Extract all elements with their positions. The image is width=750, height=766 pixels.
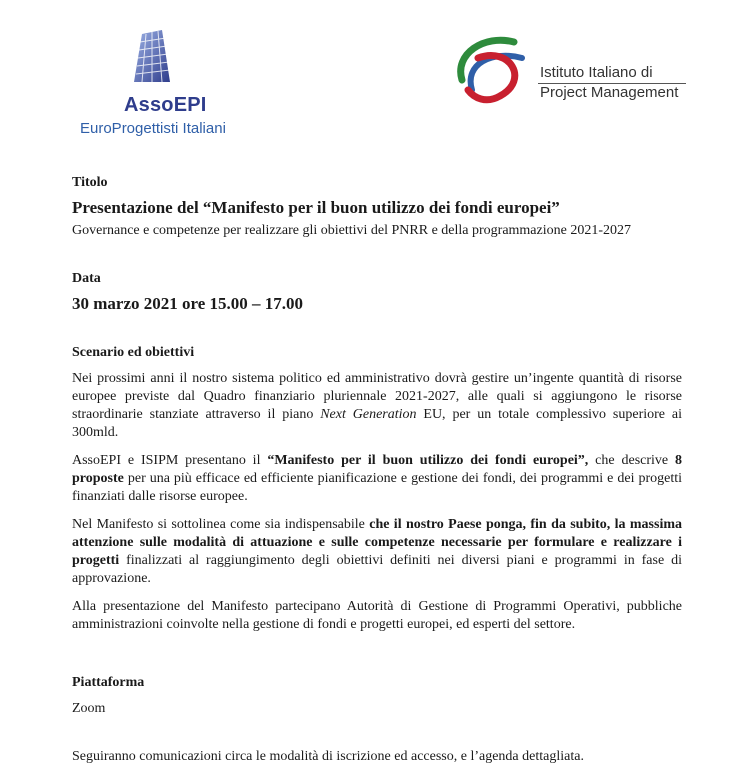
scenario-label: Scenario ed obiettivi [72, 345, 195, 360]
isipm-name-line2: Project Management [540, 84, 679, 101]
footer-note: Seguiranno comunicazioni circa le modalità di iscrizione ed accesso, e l’agenda dettagliata. [72, 749, 584, 764]
isipm-logo [450, 20, 700, 120]
titolo-label: Titolo [72, 175, 108, 190]
assoepi-name: AssoEPI [124, 94, 207, 116]
isipm-swirl-icon [450, 20, 540, 115]
event-details [72, 174, 682, 766]
scenario-paragraph-3: Nel Manifesto si sottolinea come sia indispensabile che il nostro Paese ponga, fin da subito, la massima attenzione sulle modalità di attuazione e sulle competenze necessarie per formulare e realizzare i progetti finalizzati al raggiungimento degli obiettivi definiti nei diversi piani e programmi in fase di approvazione. [72, 517, 683, 586]
scenario-paragraph-2: AssoEPI e ISIPM presentano il “Manifesto per il buon utilizzo dei fondi europei”, che descrive 8 proposte per una più efficace ed efficiente pianificazione e gestione dei fondi, dei programmi e dei progetti finanziati dalle risorse europee. [72, 453, 682, 504]
assoepi-tagline: EuroProgettisti Italiani [80, 120, 226, 137]
platform-value: Zoom [72, 701, 106, 716]
piattaforma-label: Piattaforma [72, 675, 145, 690]
assoepi-logo [60, 22, 240, 137]
event-date: 30 marzo 2021 ore 15.00 – 17.00 [72, 294, 304, 313]
isipm-name-line1: Istituto Italiano di [540, 64, 653, 81]
scenario-paragraph-1: Nei prossimi anni il nostro sistema politico ed amministrativo dovrà gestire un’ingente quantità di risorse europee previste dal Quadro finanziario pluriennale 2021-2027, alle quali si aggiungono le risorse straordinarie stanziate attraverso il piano Next Generation EU, per un totale complessivo superiore ai 300mld. [72, 371, 683, 440]
event-title: Presentazione del “Manifesto per il buon utilizzo dei fondi europei” [72, 198, 560, 217]
event-subtitle: Governance e competenze per realizzare gli obiettivi del PNRR e della programmazione 2021-2027 [72, 223, 632, 238]
data-label: Data [72, 271, 101, 286]
scenario-paragraph-4: Alla presentazione del Manifesto partecipano Autorità di Gestione di Programmi Operativi, pubbliche amministrazioni coinvolte nella gestione di fondi e progetti europei, ed esperti del settore. [72, 599, 682, 632]
building-icon [128, 30, 174, 86]
